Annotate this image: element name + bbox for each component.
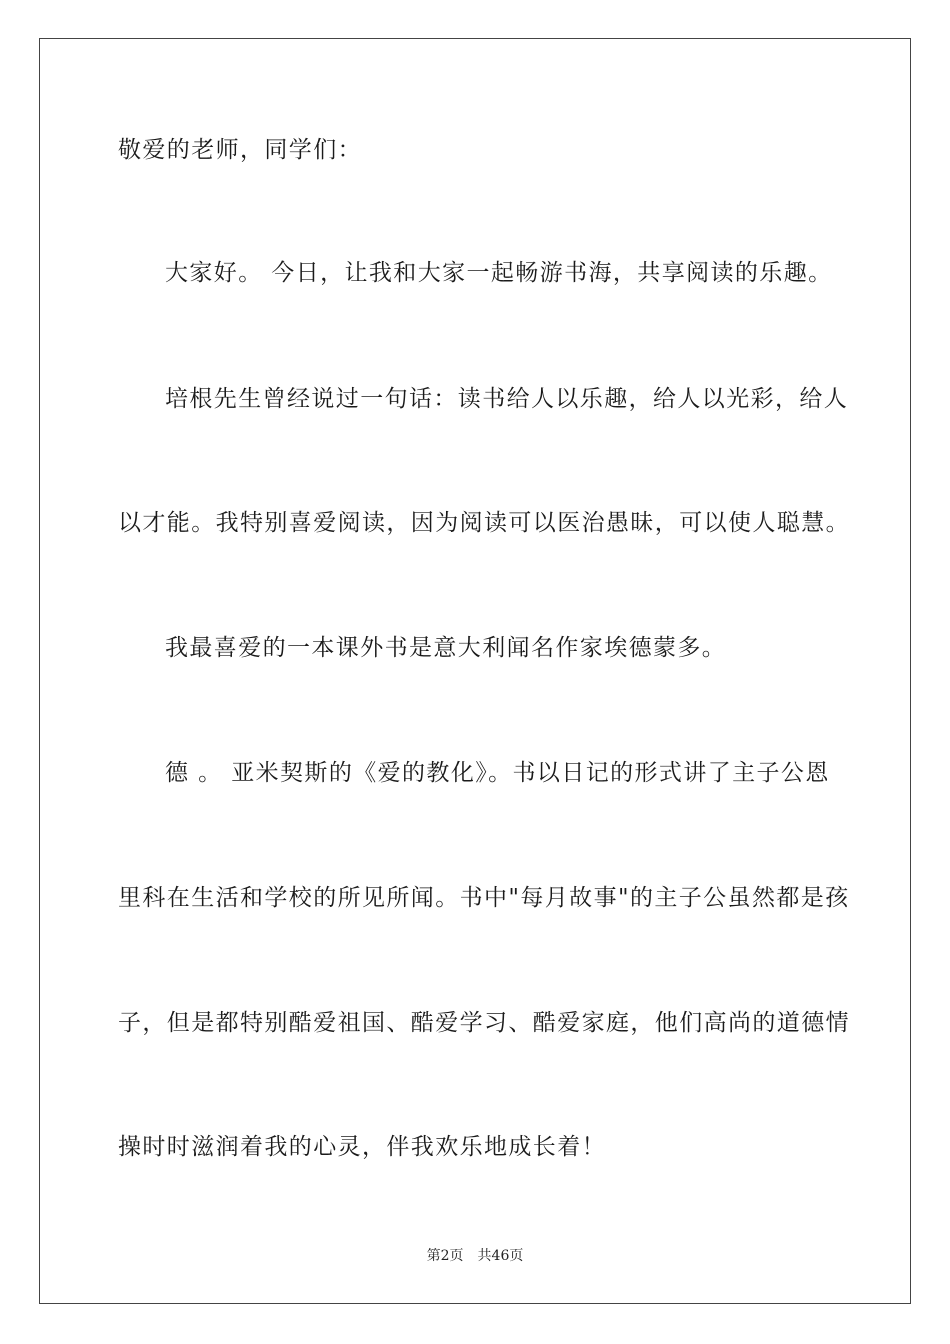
paragraph-book-line-3: 子，但是都特别酷爱祖国、酷爱学习、酷爱家庭，他们高尚的道德情: [118, 1010, 850, 1036]
page-border: [39, 38, 911, 1304]
paragraph-greeting: 大家好。 今日，让我和大家一起畅游书海，共享阅读的乐趣。: [165, 260, 833, 286]
paragraph-book-line-1: 德 。 亚米契斯的《爱的教化》。书以日记的形式讲了主子公恩: [165, 760, 830, 786]
paragraph-book-line-4: 操时时滋润着我的心灵，伴我欢乐地成长着！: [118, 1134, 606, 1160]
paragraph-book-line-2: 里科在生活和学校的所见所闻。书中"每月故事"的主子公虽然都是孩: [118, 885, 850, 911]
paragraph-bacon-line-2: 以才能。我特别喜爱阅读，因为阅读可以医治愚昧，可以使人聪慧。: [118, 510, 850, 536]
page-footer: [0, 1247, 950, 1265]
salutation-line: 敬爱的老师，同学们：: [118, 137, 362, 163]
paragraph-favorite-book: 我最喜爱的一本课外书是意大利闻名作家埃德蒙多。: [165, 635, 727, 661]
paragraph-bacon-line-1: 培根先生曾经说过一句话：读书给人以乐趣，给人以光彩，给人: [165, 386, 849, 412]
page-number-current: 第2页: [426, 1248, 464, 1264]
page-number-total: 共46页: [477, 1248, 524, 1264]
